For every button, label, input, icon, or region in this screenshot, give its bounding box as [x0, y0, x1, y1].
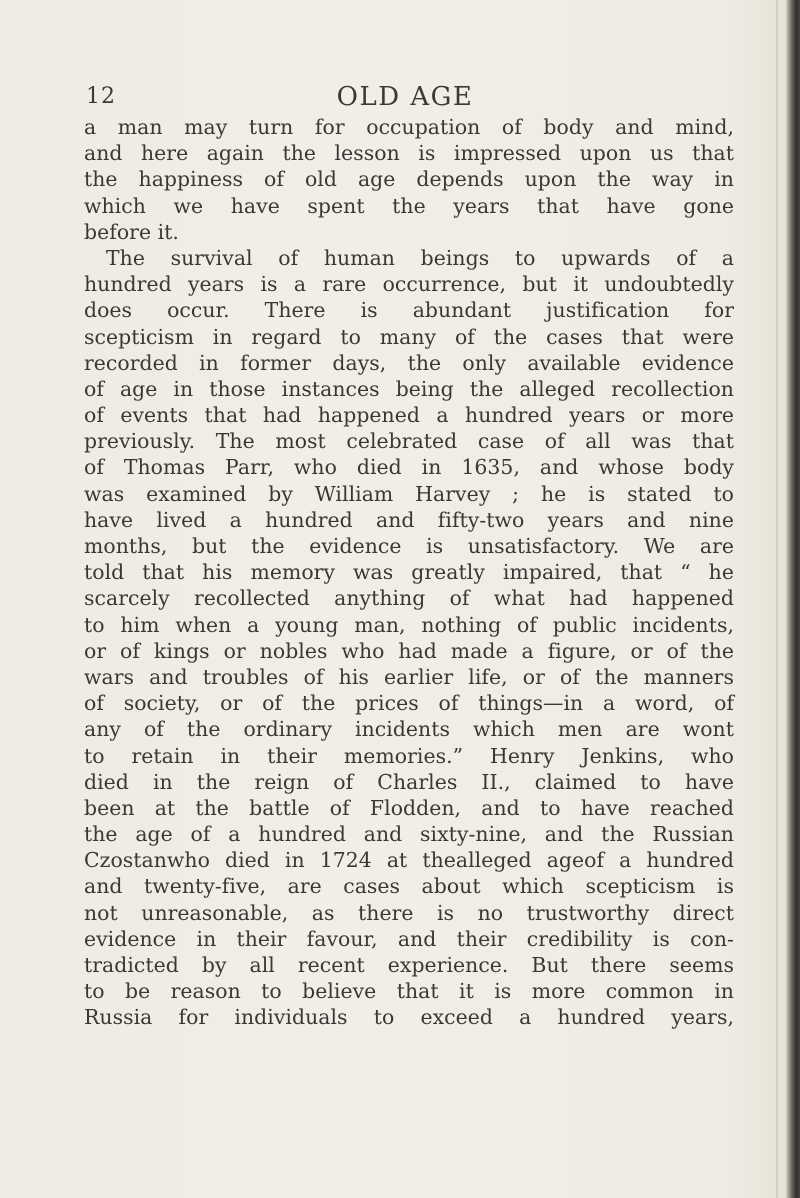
text-line: evidence in their favour, and their credibility is con-	[84, 926, 734, 951]
text-line: and twenty-five, are cases about which scepticism is	[84, 874, 734, 899]
text-line: scarcely recollected anything of what had happened	[84, 586, 734, 611]
text-line: The survival of human beings to upwards of a	[106, 245, 734, 270]
page-edge-shadow	[776, 0, 778, 1198]
text-line: of events that had happened a hundred years or more	[84, 403, 734, 428]
text-line: the happiness of old age depends upon the way in	[84, 167, 734, 192]
text-line: a man may turn for occupation of body and mind,	[84, 115, 734, 139]
text-line: and here again the lesson is impressed upon us that	[84, 141, 734, 166]
text-line: Russia for individuals to exceed a hundred years,	[84, 1005, 734, 1030]
page-number: 12	[86, 84, 116, 109]
body-text	[84, 114, 734, 1031]
text-line: to retain in their memories.” Henry Jenkins, who	[84, 743, 734, 768]
text-line: previously. The most celebrated case of all was that	[84, 429, 734, 454]
text-line: months, but the evidence is unsatisfactory. We are	[84, 534, 734, 558]
text-line: or of kings or nobles who had made a figure, or of the	[84, 638, 734, 663]
page-title: OLD AGE	[336, 82, 474, 112]
text-line: the age of a hundred and sixty-nine, and the Russian	[84, 822, 734, 847]
text-line: of Thomas Parr, who died in 1635, and whose body	[84, 455, 734, 480]
text-line: hundred years is a rare occurrence, but it undoubtedly	[84, 272, 734, 297]
text-line: before it.	[84, 219, 179, 244]
text-line: recorded in former days, the only available evidence	[84, 350, 734, 375]
text-line: was examined by William Harvey ; he is stated to	[84, 481, 734, 506]
text-line: been at the battle of Flodden, and to have reached	[84, 795, 734, 820]
text-line: tradicted by all recent experience. But there seems	[84, 953, 734, 977]
text-line: have lived a hundred and fifty-two years and nine	[84, 507, 734, 532]
text-line: to be reason to believe that it is more common in	[84, 979, 734, 1004]
text-line: which we have spent the years that have gone	[84, 193, 734, 218]
text-line: died in the reign of Charles II., claimed to have	[84, 769, 734, 794]
text-line: wars and troubles of his earlier life, or of the manners	[84, 664, 734, 689]
text-line: not unreasonable, as there is no trustworthy direct	[84, 900, 734, 925]
text-line: Czostanwho died in 1724 at thealleged ageof a hundred	[84, 848, 734, 873]
text-line: of age in those instances being the alleged recollection	[84, 376, 734, 401]
text-line: does occur. There is abundant justification for	[84, 298, 734, 323]
text-line: told that his memory was greatly impaired, that “ he	[84, 560, 734, 585]
text-line: to him when a young man, nothing of public incidents,	[84, 612, 734, 637]
text-line: of society, or of the prices of things—in a word, of	[84, 691, 734, 716]
text-line: scepticism in regard to many of the cases that were	[84, 324, 734, 349]
binding-edge	[786, 0, 800, 1198]
text-line: any of the ordinary incidents which men are wont	[84, 717, 734, 742]
